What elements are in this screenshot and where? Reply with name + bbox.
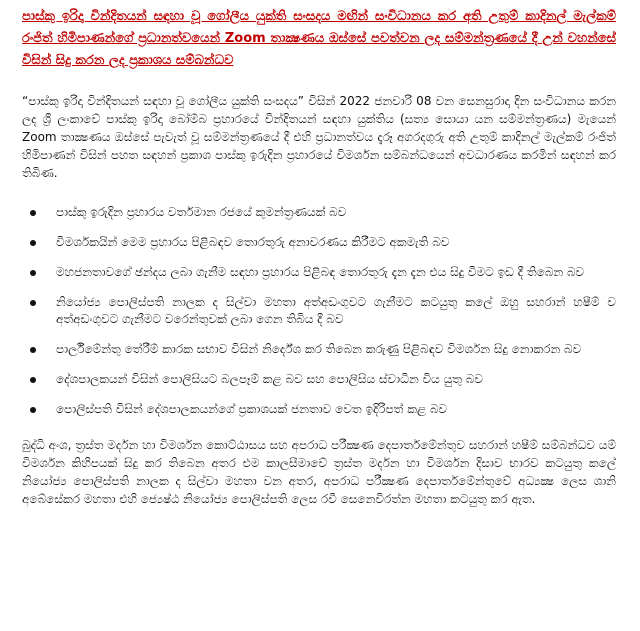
statement-text: මහජනතාවගේ ඡන්දය ලබා ගැනීම සඳහා ප්‍රහාරය පිළිබඳ තොරතුරු දැන දැන එය සිදු වීමට ඉඩ දී තිබෙන බව bbox=[56, 265, 585, 279]
bullet-dot-icon bbox=[30, 347, 36, 353]
bullet-dot-icon bbox=[30, 270, 36, 276]
statement-item-3 bbox=[22, 264, 616, 281]
statement-item-7 bbox=[22, 401, 616, 418]
statement-list bbox=[22, 204, 616, 418]
statement-text: විමර්ශකයින් මෙම ප්‍රහාරය පිළිබඳව තොරතුරු අනාවරණය කිරීමට අකමැති බව bbox=[56, 235, 450, 249]
bullet-dot-icon bbox=[30, 210, 36, 216]
statement-item-6 bbox=[22, 371, 616, 388]
statement-text: පාර්ලිමේන්තු තේරීම් කාරක සභාව විසින් නිර්දේශ කර තිබෙන කරුණු පිළිබඳව විමර්ශන සිදු නොකරන බව bbox=[56, 342, 582, 356]
statement-text: පොලිස්පති විසින් දේශපාලකයන්ගේ ප්‍රකාශයක් ජනතාව වෙත ඉදිරිපත් කළ බව bbox=[56, 402, 448, 416]
document-heading: පාස්කු ඉරිදා වින්දිතයන් සඳහා වූ ගෝලීය යුක්ති සංසදය මඟින් සංවිධානය කර අති උතුම් කාදිනල් මැල්කම් රංජිත් හිමිපාණන්ගේ ප්‍රධානත්වයෙන් Zoom තාක්‍ෂණය ඔස්සේ පවත්වන ලද සම්මන්ත්‍රණයේ දී උන් වහන්සේ විසින් සිදු කරන ලද ප්‍රකාශය සම්බන්ධව bbox=[22, 9, 616, 68]
closing-paragraph: බුද්ධි අංශ, ත්‍රස්ත මර්දන හා විමර්ශන කොට්ඨාසය සහ අපරාධ පරීක්‍ෂණ දෙපාර්තමේන්තුව සහරාන් හෂීම් සම්බන්ධව යම් විමර්ශන කිහිපයක් සිදු කර තිබෙන අතර එම කාලසීමාවේ ත්‍රස්ත මර්දන හා විමර්ශන දිසාව භාරව කටයුතු කලේ නියෝජ්‍ය පොලිස්පති නාලක ද සිල්වා මහතා වන අතර, අපරාධ පරීක්‍ෂණ දෙපාර්තමේන්තුවේ අධ්‍යක්‍ෂ ලෙස ශානි අබේසේකර මහතා එහි ජ්‍යෙෂ්ඨ නියෝජ්‍ය පොලිස්පති ලෙස රවී සෙනෙවිරත්න මහතා කටයුතු කර ඇත. bbox=[22, 438, 616, 506]
intro-paragraph: “පාස්කු ඉරිදා වින්දිතයන් සඳහා වූ ගෝලීය යුක්ති සංසදය” විසින් 2022 ජනවාරි 08 වන සෙනසුරාදා දින සංවිධානය කරන ලද ශ්‍රී ලංකාවේ පාස්කු ඉරිදා බෝම්බ ප්‍රහාරයේ වින්දිතයන් සඳහා යුක්තිය (සත්‍ය සොයා යන සම්මන්ත්‍රණය) මැයෙන් Zoom තාක්‍ෂණය ඔස්සේ පැවැත් වූ සම්මන්ත්‍රණයේ දී එහි ප්‍රධානත්වය දැරූ අගරදගුරු අති උතුම් කාදිනල් මැල්කම් රංජිත් හිමිපාණන් විසින් පහත සඳහන් ප්‍රකාශ පාස්කු ඉරුදින ප්‍රහාරයේ විමර්ශන සම්බන්ධයෙන් අවධාරණය කරමින් සඳහන් කර තිබිණ. bbox=[22, 94, 616, 180]
bullet-dot-icon bbox=[30, 407, 36, 413]
statement-item-4 bbox=[22, 294, 616, 328]
bullet-dot-icon bbox=[30, 300, 36, 306]
statement-item-2 bbox=[22, 234, 616, 251]
statement-text: නියෝජ්‍ය පොලිස්පති නාලක ද සිල්වා මහතා අත්අඩංගුවට ගැනීමට කටයුතු කලේ ඔහු සහරාන් හෂීම් ව අත්අඩංගුවට ගැනීමට වරෙන්තුවක් ලබා ගෙන තිබිය දී බව bbox=[56, 295, 616, 326]
bullet-dot-icon bbox=[30, 377, 36, 383]
statement-text: දේශපාලකයන් විසින් පොලිසියට බලපෑම් කළ බව සහ පොලිසිය ස්වාධීන විය යුතු බව bbox=[56, 372, 484, 386]
statement-item-5 bbox=[22, 341, 616, 358]
statement-item-1 bbox=[22, 204, 616, 221]
bullet-dot-icon bbox=[30, 240, 36, 246]
statement-text: පාස්කු ඉරුදින ප්‍රහාරය වර්තමාන රජයේ කුමන්ත්‍රණයක් බව bbox=[56, 205, 347, 219]
